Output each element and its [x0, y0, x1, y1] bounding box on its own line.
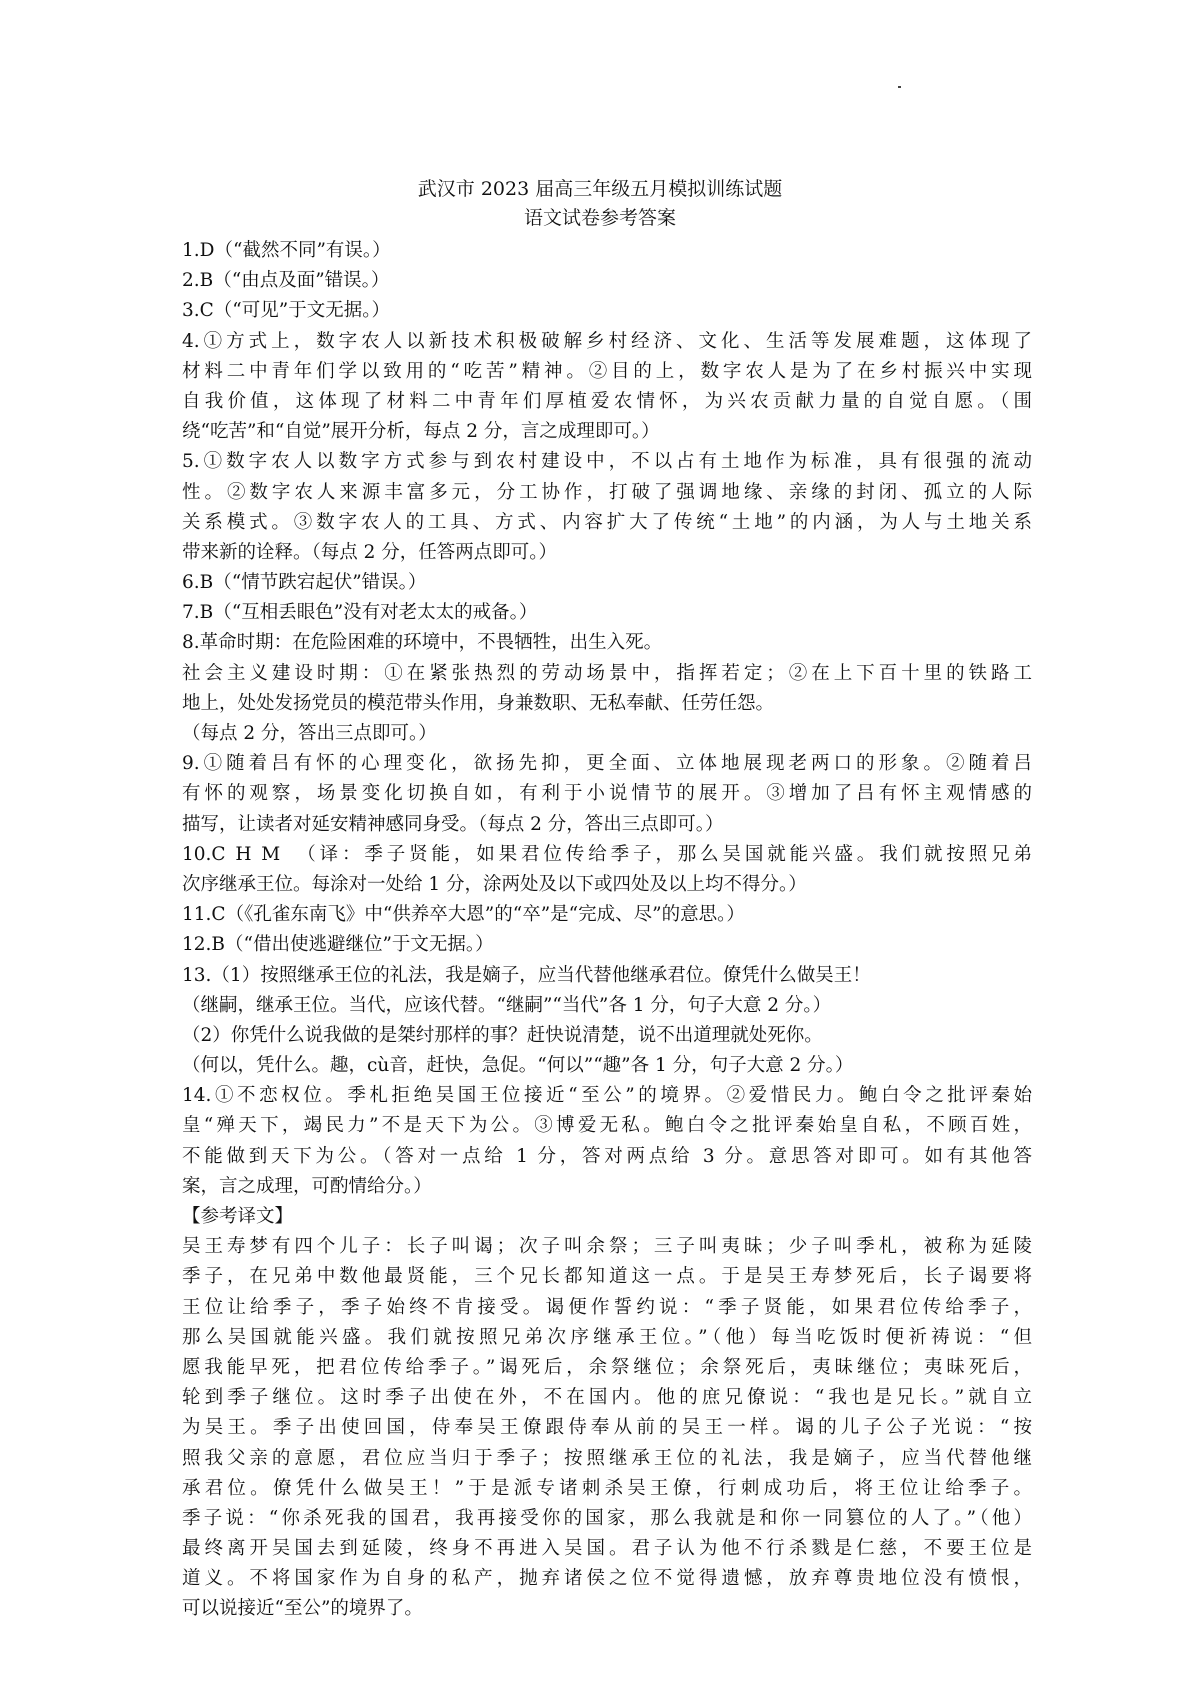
answer-line: 2.B（“由点及面”错误。）: [182, 270, 390, 292]
answer-line: 承君位。僚凭什么做吴王！”于是派专诸刺杀吴王僚，行刺成功后，将王位让给季子。: [182, 1477, 1032, 1499]
answer-line: （何以，凭什么。趣，cù音，赶快，急促。“何以”“趣”各 1 分，句子大意 2 分。）: [182, 1055, 854, 1077]
answer-line: 7.B（“互相丢眼色”没有对老太太的戒备。）: [182, 602, 538, 624]
answer-line: 带来新的诠释。（每点 2 分，任答两点即可。）: [182, 541, 558, 563]
answer-line: 关系模式。③数字农人的工具、方式、内容扩大了传统“土地”的内涵，为人与土地关系: [182, 511, 1032, 533]
answer-line: 材料二中青年们学以致用的“吃苦”精神。②目的上，数字农人是为了在乡村振兴中实现: [182, 360, 1032, 382]
answer-line: 愿我能早死，把君位传给季子。”谒死后，余祭继位；余祭死后，夷昧继位；夷昧死后，: [182, 1356, 1032, 1378]
answer-line: 季子，在兄弟中数他最贤能，三个兄长都知道这一点。于是吴王寿梦死后，长子谒要将: [182, 1266, 1032, 1288]
answer-line: 有怀的观察，场景变化切换自如，有利于小说情节的展开。③增加了吕有怀主观情感的: [182, 783, 1032, 805]
answer-line: 5.①数字农人以数字方式参与到农村建设中，不以占有土地作为标准，具有很强的流动: [182, 451, 1032, 473]
answer-line: 绕“吃苦”和“自觉”展开分析，每点 2 分，言之成理即可。）: [182, 421, 660, 443]
answer-line: 吴王寿梦有四个儿子：长子叫谒；次子叫余祭；三子叫夷昧；少子叫季札，被称为延陵: [182, 1236, 1032, 1258]
answer-body: [182, 236, 1032, 1625]
document-title: 武汉市 2023 届高三年级五月模拟训练试题: [417, 178, 783, 200]
answer-line: 皇“殚天下，竭民力”不是天下为公。③博爱无私。鲍白令之批评秦始皇自私，不顾百姓，: [182, 1115, 1032, 1137]
answer-line: 【参考译文】: [182, 1206, 294, 1227]
answer-line: 11.C（《孔雀东南飞》中“供养卒大恩”的“卒”是“完成、尽”的意思。）: [182, 904, 745, 926]
answer-line: （每点 2 分，答出三点即可。）: [182, 723, 437, 744]
answer-line: 6.B（“情节跌宕起伏”错误。）: [182, 572, 427, 594]
answer-line: 可以说接近“至公”的境界了。: [182, 1598, 423, 1620]
answer-line: 性。②数字农人来源丰富多元，分工协作，打破了强调地缘、亲缘的封闭、孤立的人际: [182, 481, 1032, 503]
answer-line: 4.①方式上，数字农人以新技术积极破解乡村经济、文化、生活等发展难题，这体现了: [182, 330, 1032, 352]
answer-line: （2）你凭什么说我做的是桀纣那样的事？赶快说清楚，说不出道理就处死你。: [182, 1024, 823, 1046]
document-subtitle: 语文试卷参考答案: [523, 207, 676, 229]
answer-line: 那么吴国就能兴盛。我们就按照兄弟次序继承王位。”（他）每当吃饭时便祈祷说：“但: [182, 1326, 1032, 1348]
answer-line: 地上，处处发扬党员的模范带头作用，身兼数职、无私奉献、任劳任怨。: [182, 692, 775, 714]
answer-line: 14.①不恋权位。季札拒绝吴国王位接近“至公”的境界。②爱惜民力。鲍白令之批评秦始: [182, 1085, 1032, 1107]
answer-line: 社会主义建设时期：①在紧张热烈的劳动场景中，指挥若定；②在上下百十里的铁路工: [182, 662, 1032, 684]
answer-line: 12.B（“借出使逃避继位”于文无据。）: [182, 934, 494, 956]
answer-line: 最终离开吴国去到延陵，终身不再进入吴国。君子认为他不行杀戮是仁慈，不要王位是: [182, 1538, 1032, 1560]
answer-line: 8.革命时期：在危险困难的环境中，不畏牺牲，出生入死。: [182, 632, 663, 654]
answer-line: 照我父亲的意愿，君位应当归于季子；按照继承王位的礼法，我是嫡子，应当代替他继: [182, 1447, 1032, 1469]
answer-line: 王位让给季子，季子始终不肯接受。谒便作誓约说：“季子贤能，如果君位传给季子，: [182, 1296, 1032, 1318]
answer-line: 轮到季子继位。这时季子出使在外，不在国内。他的庶兄僚说：“我也是兄长。”就自立: [182, 1387, 1032, 1409]
answer-line: 3.C（“可见”于文无据。）: [182, 300, 390, 322]
answer-line: 描写，让读者对延安精神感同身受。（每点 2 分，答出三点即可。）: [182, 813, 724, 835]
answer-line: 季子说：“你杀死我的国君，我再接受你的国家，那么我就是和你一同篡位的人了。”（他）: [182, 1507, 1032, 1529]
answer-line: 9.①随着吕有怀的心理变化，欲扬先抑，更全面、立体地展现老两口的形象。②随着吕: [182, 753, 1032, 775]
answer-line: 为吴王。季子出使回国，侍奉吴王僚跟侍奉从前的吴王一样。谒的儿子公子光说：“按: [182, 1417, 1032, 1439]
scan-speck: [898, 86, 901, 88]
answer-line: 不能做到天下为公。（答对一点给 1 分，答对两点给 3 分。意思答对即可。如有其他答: [182, 1145, 1032, 1167]
answer-line: 自我价值，这体现了材料二中青年们厚植爱农情怀，为兴农贡献力量的自觉自愿。（围: [182, 390, 1032, 412]
answer-line: 次序继承王位。每涂对一处给 1 分，涂两处及以下或四处及以上均不得分。）: [182, 873, 807, 895]
answer-line: （继嗣，继承王位。当代，应该代替。“继嗣”“当代”各 1 分，句子大意 2 分。）: [182, 994, 832, 1016]
answer-line: 10.C H M （译：季子贤能，如果君位传给季子，那么吴国就能兴盛。我们就按照兄弟: [182, 843, 1032, 865]
answer-line: 13.（1）按照继承王位的礼法，我是嫡子，应当代替他继承君位。僚凭什么做吴王！: [182, 964, 871, 986]
answer-line: 案，言之成理，可酌情给分。）: [182, 1175, 432, 1197]
answer-line: 道义。不将国家作为自身的私产，抛弃诸侯之位不觉得遗憾，放弃尊贵地位没有愤恨，: [182, 1568, 1032, 1590]
answer-line: 1.D（“截然不同”有误。）: [182, 240, 391, 261]
